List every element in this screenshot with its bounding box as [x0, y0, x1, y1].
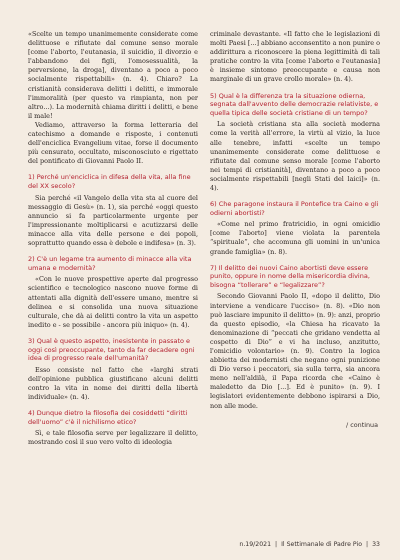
footer-separator: |	[275, 541, 278, 548]
question-heading: 6) Che paragone instaura il Pontefice tra Caino e gli odierni abortisti?	[210, 200, 379, 217]
answer-paragraph: La società cristiana sta alla società moderna come la verità all'errore, la virtù al vizio, la luce alle tenebre, infatti «scelte un tempo unanimemente considerate come delittuose e rifiutate dal comune senso morale [come l'aborto nei tempi di cristianità], diventano a poco a poco socialmente rispettabili [negli Stati del laici]» (n. 4).	[210, 120, 380, 192]
right-column	[210, 30, 380, 530]
question-heading: 7) Il delitto dei nuovi Caino abortisti deve essere punito, oppure in nome della misericordia divina, bisogna “tollerare” e “legalizzare”?	[210, 263, 370, 289]
page-footer	[239, 541, 380, 548]
question-heading: 2) C'è un legame tra aumento di minacce alla vita umana e modernità?	[28, 255, 192, 272]
question-heading: 4) Dunque dietro la filosofia dei cosiddetti “diritti dell'uomo” c'è il nichilismo etico?	[28, 409, 188, 426]
left-column	[28, 30, 198, 530]
continua-label: / continua	[346, 420, 378, 429]
answer-paragraph: Sia perché «il Vangelo della vita sta al cuore del messaggio di Gesù» (n. 1), sia perché «oggi questo annuncio si fa particolarmente urgente per l'impressionante moltiplicarsi e acutizzarsi delle minacce alla vita delle persone e dei popoli, soprattutto quando essa è debole e indifesa» (n. 3).	[28, 193, 198, 248]
question-heading: 3) Qual è questo aspetto, inesistente in passato e oggi così preoccupante, tanto da far decadere ogni idea di progresso reale dell'umanità?	[28, 336, 195, 363]
magazine-name: Il Settimanale di Padre Pio	[281, 541, 363, 548]
answer-paragraph: Secondo Giovanni Paolo II, «dopo il delitto, Dio interviene a vendicare l'ucciso» (n. 8). «Dio non può lasciare impunito il delitto» (n. 9): anzi, proprio da questo episodio, «la Chiesa ha ricavato la denominazione di “peccati che gridano vendetta al cospetto di Dio” e vi ha incluso, anzitutto, l'omicidio volontario» (n. 9). Contro la logica abbietta dei modernisti che negano ogni punizione di Dio verso i peccatori, sia sulla terra, sia ancora meno nell'aldilà, il Papa ricorda che «Caino è maledetto da Dio [...]. Ed è punito» (n. 9). I legislatori evidentemente debbono ispirarsi a Dio, non alle mode.	[210, 292, 380, 410]
paragraph: «Scelte un tempo unanimemente considerate come delittuose e rifiutate dal comune senso morale [come l'aborto, l'eutanasia, il suicidio, il divorzio e l'abbandono dei figli, l'omosessualità, la perversione, la droga], diventano a poco a poco socialmente rispettabili» (n. 4). Chiaro? La cristianità considerava delitti i delitti, e immorale l'immoralità (per questo va rimpianta, non per altro...). La modernità chiama diritti i delitti, e bene il male!	[28, 30, 198, 120]
footer-separator: |	[366, 541, 369, 548]
paragraph: criminale devastante. «Il fatto che le legislazioni di molti Paesi [...] abbiano acconsentito a non punire o addirittura a riconoscere la piena legittimità di tali pratiche contro la vita [come l'aborto e l'eutanasia] è insieme sintomo preoccupante e causa non marginale di un grave crollo morale» (n. 4).	[210, 30, 380, 84]
question-heading: 5) Qual è la differenza tra la situazione odierna, segnata dall'avvento delle democrazie relativiste, e quella tipica delle società cristiane di un tempo?	[210, 91, 379, 117]
answer-paragraph: Esso consiste nel fatto che «larghi strati dell'opinione pubblica giustificano alcuni delitti contro la vita in nome dei diritti della libertà individuale» (n. 4).	[28, 365, 198, 401]
question-heading: 1) Perché un'enciclica in difesa della vita, alla fine del XX secolo?	[28, 173, 191, 190]
answer-paragraph: Sì, e tale filosofia serve per legalizzare il delitto, mostrando così il suo vero volto di ideologia	[28, 429, 198, 447]
issue-number: n.19/2021	[239, 541, 272, 548]
answer-paragraph: «Come nel primo fratricidio, in ogni omicidio [come l'aborto] viene violata la parentela “spirituale”, che accomuna gli uomini in un'unica grande famiglia» (n. 8).	[210, 220, 380, 256]
article-columns	[28, 30, 380, 530]
page-number: 33	[372, 541, 380, 548]
answer-paragraph: «Con le nuove prospettive aperte dal progresso scientifico e tecnologico nascono nuove forme di attentati alla dignità dell'essere umano, mentre si delinea e si consolida una nuova situazione culturale, che dà ai delitti contro la vita un aspetto inedito e - se possibile - ancora più iniquo» (n. 4).	[28, 275, 198, 329]
paragraph: Vediamo, attraverso la forma letteraria del catechismo a domande e risposte, i contenuti dell'enciclica Evangelium vitae, forse il documento più censurato, occultato, misconosciuto e rigettato del pontificato di Giovanni Paolo II.	[28, 120, 198, 166]
